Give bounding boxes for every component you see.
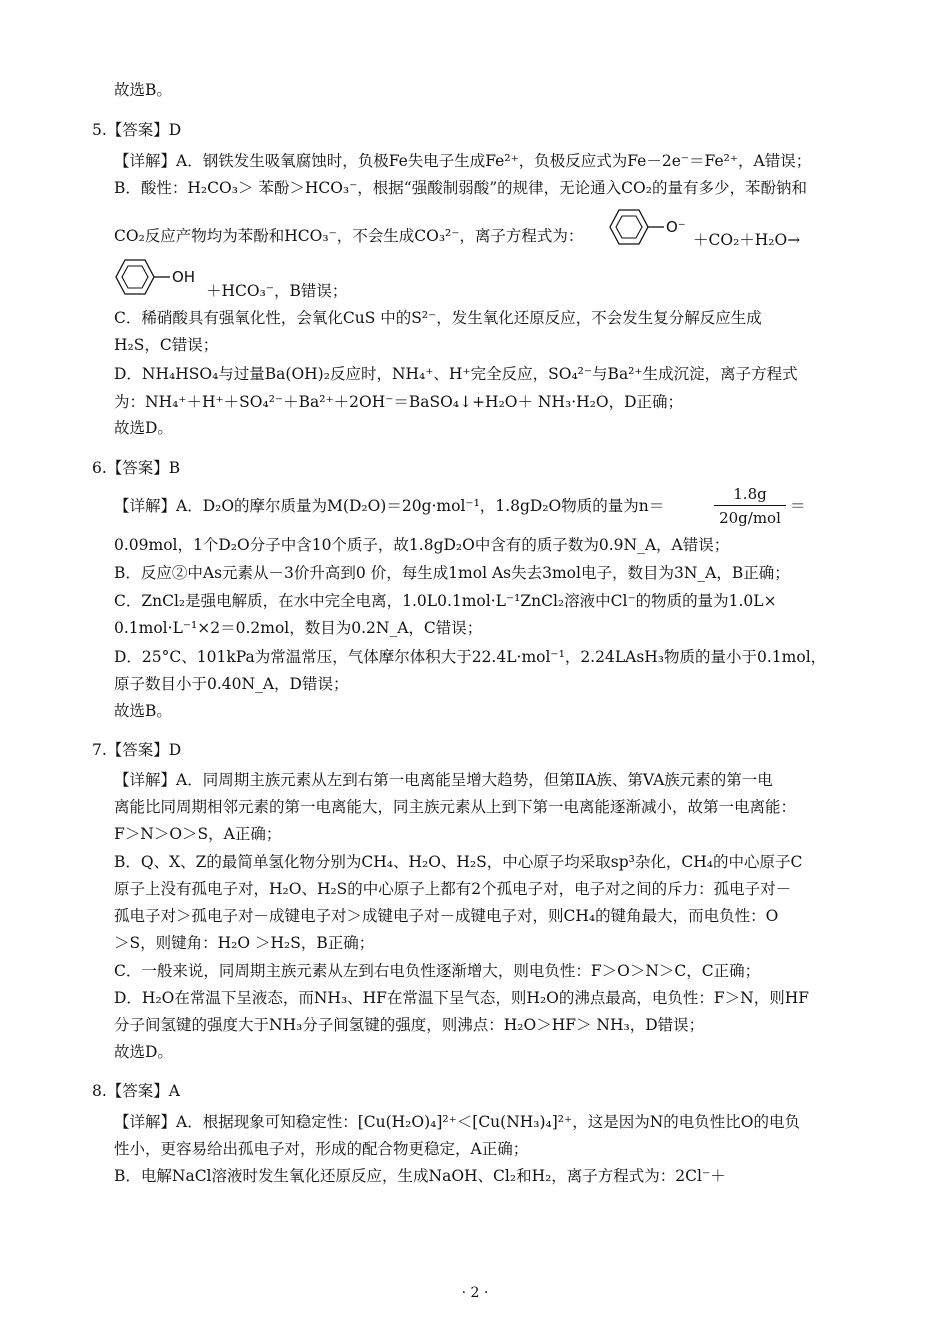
text-line: B．反应②中As元素从－3价升高到0 价，每生成1mol As失去3mol电子，数目为3N_A，B正确； <box>114 564 790 582</box>
text-line: 原子数目小于0.40N_A，D错误； <box>114 675 349 693</box>
fraction <box>714 484 786 528</box>
text-line: C．一般来说，同周期主族元素从左到右电负性逐渐增大，则电负性：F＞O＞N＞C，C正确； <box>114 962 761 980</box>
text-line: 【详解】A．D₂O的摩尔质量为M(D₂O)＝20g·mol⁻¹，1.8gD₂O物质的量为n＝ <box>114 497 665 515</box>
text-line: F＞N＞O＞S，A正确； <box>114 825 282 843</box>
question-7-answer-heading: 7.【答案】D <box>92 741 182 759</box>
text-line: 分子间氢键的强度大于NH₃分子间氢键的强度，则沸点：H₂O＞HF＞ NH₃，D错误； <box>114 1016 705 1034</box>
text-line: H₂S，C错误； <box>114 336 219 354</box>
text-line: 孤电子对＞孤电子对－成键电子对＞成键电子对－成键电子对，则CH₄的键角最大，而电负性：O <box>114 907 779 925</box>
text-line: 【详解】A．同周期主族元素从左到右第一电离能呈增大趋势，但第ⅡA族、第VA族元素的第一电 <box>114 771 773 789</box>
text-line: 故选B。 <box>114 81 172 99</box>
fraction-numerator: 1.8g <box>714 484 786 506</box>
text-line: C．稀硝酸具有强氧化性，会氧化CuS 中的S²⁻，发生氧化还原反应，不会发生复分解反应生成 <box>114 309 762 327</box>
text-line: 离能比同周期相邻元素的第一电离能大，同主族元素从上到下第一电离能逐渐减小，故第一电离能： <box>114 798 797 816</box>
text-line: B．Q、X、Z的最简单氢化物分别为CH₄、H₂O、H₂S，中心原子均采取sp³杂化，CH₄的中心原子C <box>114 853 803 871</box>
question-5-answer-heading: 5.【答案】D <box>92 121 182 139</box>
phenol-label: OH <box>172 268 196 286</box>
equation-tail: ＋HCO₃⁻，B错误； <box>206 282 348 300</box>
phenoxide-structure-icon <box>602 204 694 250</box>
text-line: CO₂反应产物均为苯酚和HCO₃⁻，不会生成CO₃²⁻，离子方程式为： <box>114 227 584 245</box>
question-8-answer-heading: 8.【答案】A <box>92 1082 180 1100</box>
text-line: D．H₂O在常温下呈液态，而NH₃、HF在常温下呈气态，则H₂O的沸点最高，电负性：F＞N，则HF <box>114 989 809 1007</box>
phenol-structure-icon <box>110 254 206 300</box>
text-line: 【详解】A．根据现象可知稳定性：[Cu(H₂O)₄]²⁺＜[Cu(NH₃)₄]²⁺，这是因为N的电负性比O的电负 <box>114 1113 800 1131</box>
question-6-answer-heading: 6.【答案】B <box>92 459 181 477</box>
equation-tail: ＝ <box>790 497 806 515</box>
text-line: ＞S，则键角：H₂O ＞H₂S，B正确； <box>114 934 375 952</box>
text-line: D．25°C、101kPa为常温常压，气体摩尔体积大于22.4L·mol⁻¹，2.24LAsH₃物质的量小于0.1mol， <box>114 648 827 666</box>
page-number: · 2 · <box>461 1285 489 1301</box>
text-line: B．电解NaCl溶液时发生氧化还原反应，生成NaOH、Cl₂和H₂，离子方程式为：2Cl⁻＋ <box>114 1167 726 1185</box>
text-line: 【详解】A．钢铁发生吸氧腐蚀时，负极Fe失电子生成Fe²⁺，负极反应式为Fe－2e⁻＝Fe²⁺，A错误； <box>114 152 812 170</box>
text-line: 0.09mol，1个D₂O分子中含10个质子，故1.8gD₂O中含有的质子数为0.9N_A，A错误； <box>114 536 730 554</box>
text-line: 0.1mol·L⁻¹×2＝0.2mol，数目为0.2N_A，C错误； <box>114 619 483 637</box>
text-line: 性小，更容易给出孤电子对，形成的配合物更稳定，A正确； <box>114 1140 529 1158</box>
text-line: 故选D。 <box>114 419 173 437</box>
text-line: 故选D。 <box>114 1043 173 1061</box>
text-line: 为：NH₄⁺＋H⁺＋SO₄²⁻＋Ba²⁺＋2OH⁻＝BaSO₄↓+H₂O＋ NH₃·H₂O，D正确； <box>114 393 683 411</box>
text-line: D．NH₄HSO₄与过量Ba(OH)₂反应时，NH₄⁺、H⁺完全反应，SO₄²⁻与Ba²⁺生成沉淀，离子方程式 <box>114 365 798 383</box>
equation-tail: ＋CO₂＋H₂O→ <box>693 231 801 249</box>
text-line: 原子上没有孤电子对，H₂O、H₂S的中心原子上都有2个孤电子对，电子对之间的斥力：孤电子对－ <box>114 880 792 898</box>
fraction-denominator: 20g/mol <box>719 509 781 527</box>
text-line: C．ZnCl₂是强电解质，在水中完全电离，1.0L0.1mol·L⁻¹ZnCl₂溶液中Cl⁻的物质的量为1.0L× <box>114 592 777 610</box>
phenoxide-label: O⁻ <box>666 218 686 236</box>
text-line: B．酸性：H₂CO₃＞ 苯酚＞HCO₃⁻，根据“强酸制弱酸”的规律，无论通入CO₂的量有多少，苯酚钠和 <box>114 179 807 197</box>
text-line: 故选B。 <box>114 702 172 720</box>
